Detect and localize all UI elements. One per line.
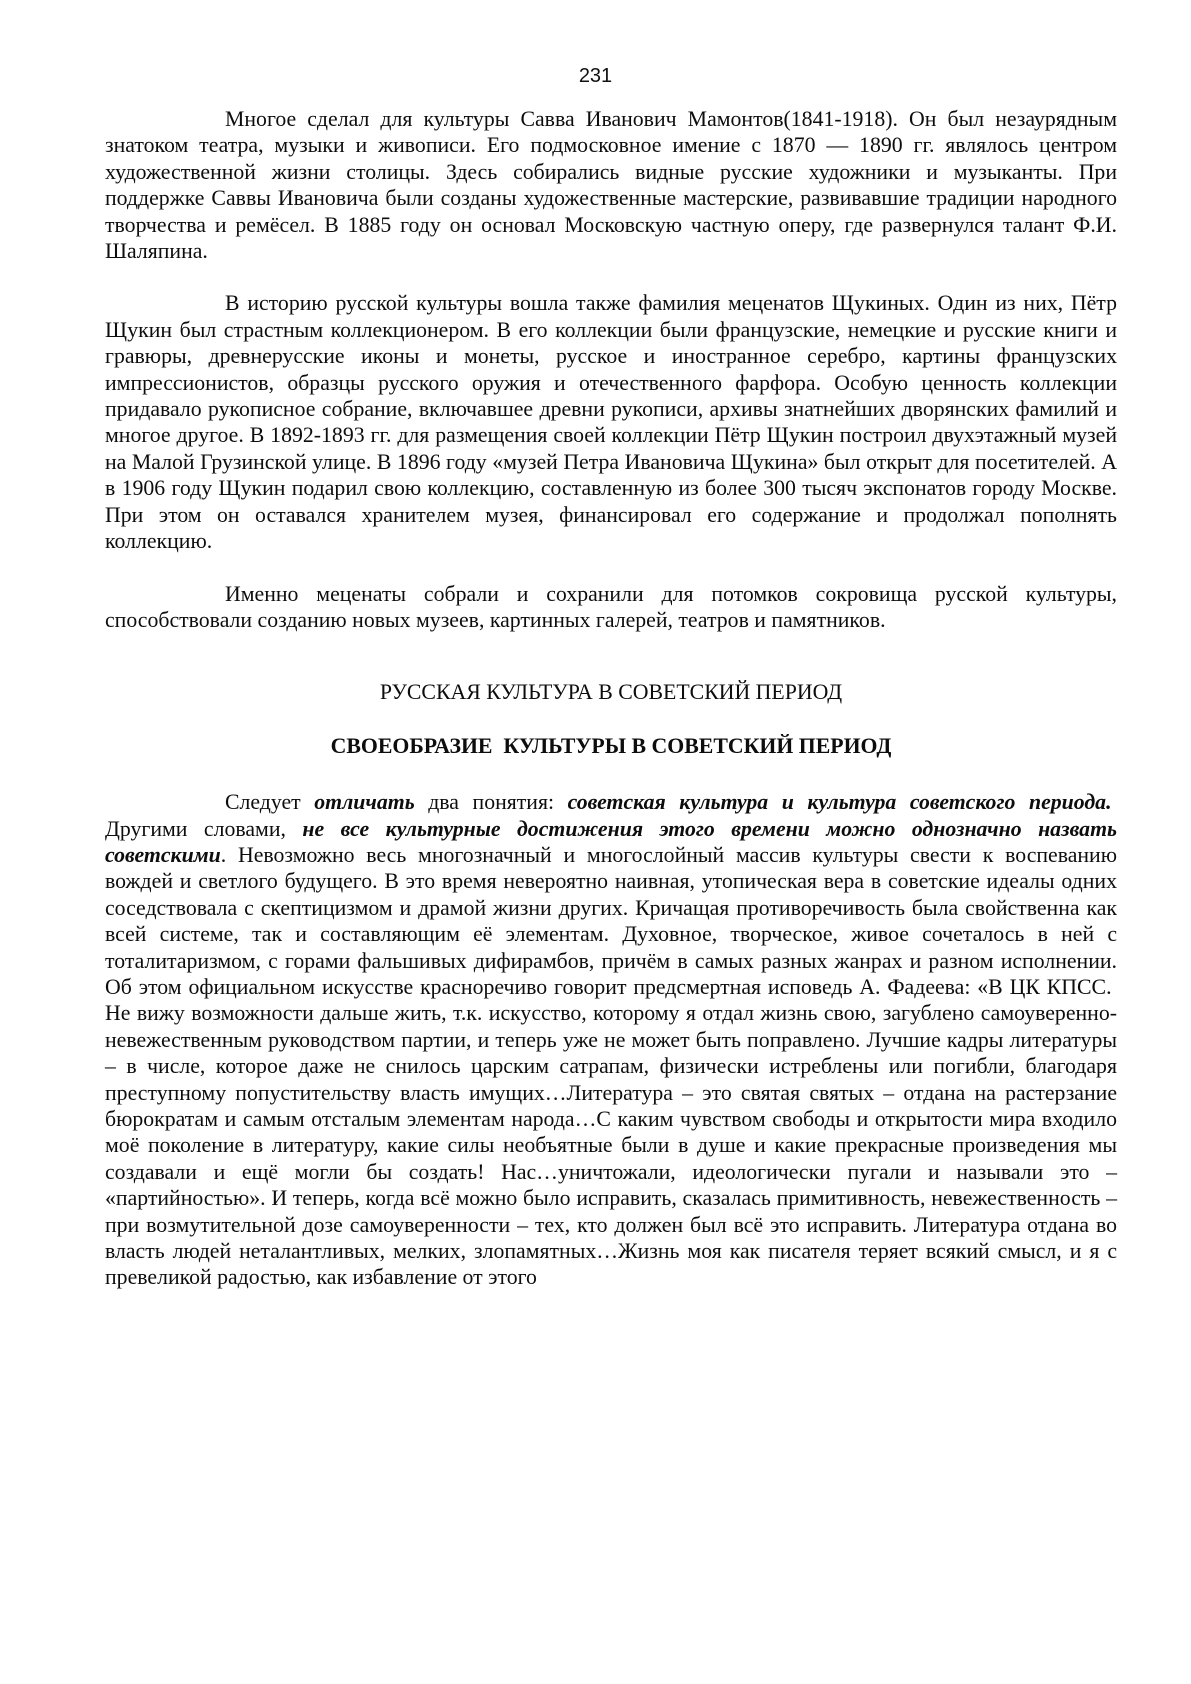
text-segment-emphasis: советская культура и культура советского периода. [567,790,1112,815]
text-segment-normal: Другими словами, [105,790,1117,841]
text-segment-emphasis: не все культурные достижения этого времени можно однозначно назвать советскими [105,816,1117,867]
page-content [105,106,1117,1291]
text-segment-normal: . Невозможно весь многозначный и многослойный массив культуры свести к воспеванию вождей и светлого будущего. В это время невероятно наивная, утопическая вера в советские идеалы одних соседствовала с скептицизмом и драмой жизни других. Кричащая противоречивость была свойственна как всей системе, так и составляющим её элементам. Духовное, творческое, живое сочеталось в ней с тоталитаризмом, с горами фальшивых дифирамбов, причём в самых разных жанрах и разном исполнении. Об этом официальном искусстве красноречиво говорит предсмертная исповедь А. Фадеева: «В ЦК КПСС. Не вижу возможности дальше жить, т.к. искусство, которому я отдал жизнь свою, загублено самоуверенно-невежественным руководством партии, и теперь уже не может быть поправлено. Лучшие кадры литературы – в числе, которое даже не снилось царским сатрапам, физически истреблены или погибли, благодаря преступному попустительству власть имущих…Литература – это святая святых – отдана на растерзание бюрократам и самым отсталым элементам народа…С каким чувством свободы и открытости мира входило моё поколение в литературу, какие силы необъятные были в душе и какие прекрасные произведения мы создавали и ещё могли бы создать! Нас…уничтожали, идеологически пугали и называли это – «партийностью». И теперь, когда всё можно было исправить, сказалась примитивность, невежественность – при возмутительной дозе самоуверенности – тех, кто должен был всё это исправить. Литература отдана во власть людей неталантливых, мелких, злопамятных…Жизнь моя как писателя теряет всякий смысл, и я с превеликой радостью, как избавление от этого [105,842,1117,1290]
text-segment-normal: два понятия: [414,790,568,815]
paragraph-sleduet-otlichat [105,789,1117,1291]
text-segment-normal: Следует [225,790,315,815]
paragraph-mamontov: Многое сделал для культуры Савва Иванович Мамонтов(1841-1918). Он был незаурядным знатоком театра, музыки и живописи. Его подмосковное имение с 1870 — 1890 гг. являлось центром художественной жизни столицы. Здесь собирались видные русские художники и музыканты. При поддержке Саввы Ивановича были созданы художественные мастерские, развивавшие традиции народного творчества и ремёсел. В 1885 году он основал Московскую частную оперу, где развернулся талант Ф.И. Шаляпина. [105,107,1117,264]
heading-svoeobrazie-kultury: СВОЕОБРАЗИЕ КУЛЬТУРЫ В СОВЕТСКИЙ ПЕРИОД [330,733,892,758]
heading-russian-culture-soviet-period: РУССКАЯ КУЛЬТУРА В СОВЕТСКИЙ ПЕРИОД [379,680,843,705]
page-number: 231 [578,65,613,87]
text-segment-emphasis: отличать [314,790,415,815]
paragraph-shchukin: В историю русской культуры вошла также фамилия меценатов Щукиных. Один из них, Пётр Щукин был страстным коллекционером. В его коллекции были французские, немецкие и русские книги и гравюры, древнерусские иконы и монеты, русское и иностранное серебро, картины французских импрессионистов, образцы русского оружия и отечественного фарфора. Особую ценность коллекции придавало рукописное собрание, включавшее древни рукописи, архивы знатнейших дворянских фамилий и многое другое. В 1892-1893 гг. для размещения своей коллекции Пётр Щукин построил двухэтажный музей на Малой Грузинской улице. В 1896 году «музей Петра Ивановича Щукина» был открыт для посетителей. А в 1906 году Щукин подарил свою коллекцию, составленную из более 300 тысяч экспонатов городу Москве. При этом он оставался хранителем музея, финансировал его содержание и продолжал пополнять коллекцию. [105,291,1117,554]
paragraph-mecenaty: Именно меценаты собрали и сохранили для потомков сокровища русской культуры, способствовали созданию новых музеев, картинных галерей, театров и памятников. [105,581,1117,632]
